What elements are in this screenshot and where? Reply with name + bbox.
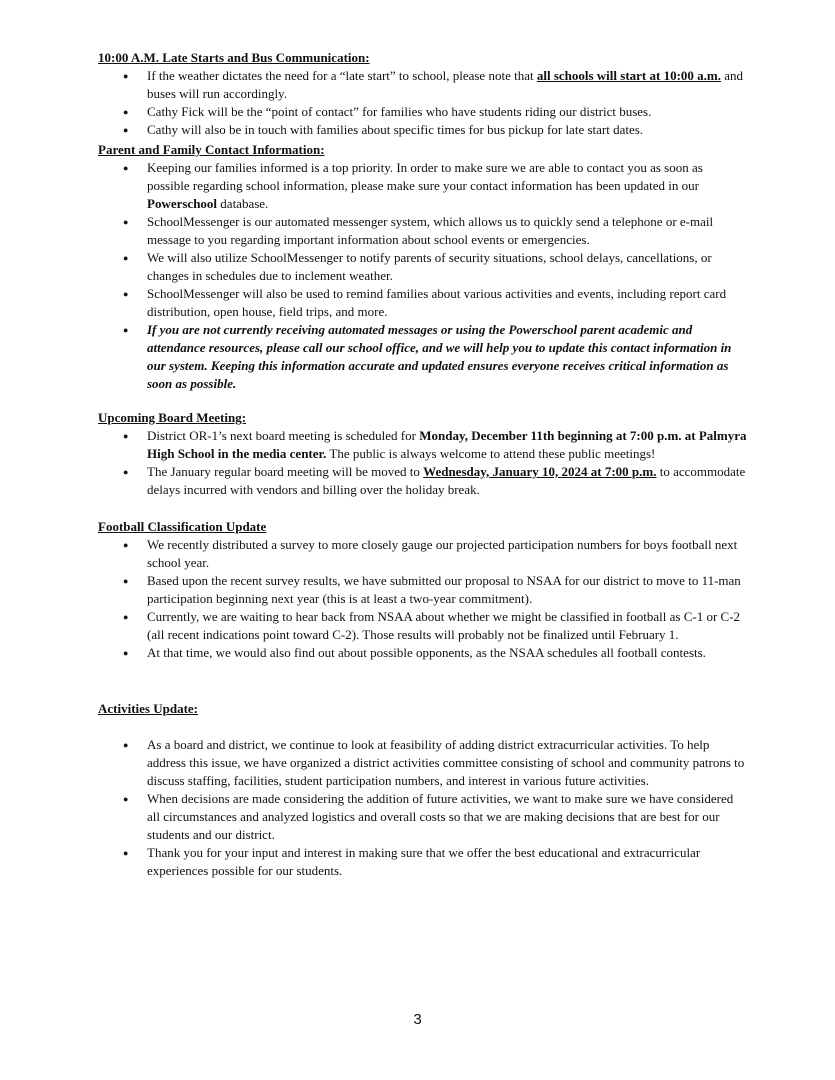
list-item: ● SchoolMessenger will also be used to remind families about various activities and events, including report card distribution, open house, field trips, and more. xyxy=(123,286,727,319)
list-item: ● We recently distributed a survey to more closely gauge our projected participation numbers for boys football next school year. xyxy=(123,537,738,570)
list-item: ● Keeping our families informed is a top priority. In order to make sure we are able to contact you as soon as possible regarding school information, please make sure your contact information has been updated in our Powerschool database. xyxy=(123,160,703,211)
section-heading: 10:00 A.M. Late Starts and Bus Communication: xyxy=(98,50,370,65)
bullet-icon: ● xyxy=(123,107,129,117)
bullet-icon: ● xyxy=(123,253,129,263)
emphasis-text: all schools will start at 10:00 a.m. xyxy=(536,68,721,83)
bullet-list xyxy=(98,736,748,880)
bullet-icon: ● xyxy=(123,289,129,299)
bullet-list xyxy=(98,536,748,662)
bullet-icon: ● xyxy=(123,794,129,804)
section-heading: Upcoming Board Meeting: xyxy=(98,410,247,425)
section-late-starts xyxy=(98,49,748,139)
list-item: ● When decisions are made considering the addition of future activities, we want to make sure we have considered all circumstances and analyzed logistics and overall costs so that we are making decisions that are best for our students and our district. xyxy=(123,791,734,842)
section-heading: Activities Update: xyxy=(98,701,199,716)
list-item: ● At that time, we would also find out about possible opponents, as the NSAA schedules all football contests. xyxy=(123,645,706,660)
list-item: ● Cathy will also be in touch with families about specific times for bus pickup for late start dates. xyxy=(123,122,644,137)
list-item: ● The January regular board meeting will be moved to Wednesday, January 10, 2024 at 7:00 p.m. to accommodate delays incurred with vendors and billing over the holiday break. xyxy=(123,464,746,497)
bullet-icon: ● xyxy=(123,576,129,586)
section-football xyxy=(98,518,748,662)
list-item: ● Currently, we are waiting to hear back from NSAA about whether we might be classified in football as C-1 or C-2 (all recent indications point toward C-2). Those results will probably not be finalized until February 1. xyxy=(123,609,741,642)
bullet-icon: ● xyxy=(123,217,129,227)
page-number: 3 xyxy=(413,1011,422,1028)
bullet-icon: ● xyxy=(123,431,129,441)
bullet-icon: ● xyxy=(123,325,129,335)
bullet-icon: ● xyxy=(123,467,129,477)
bullet-icon: ● xyxy=(123,612,129,622)
list-item: ● If you are not currently receiving automated messages or using the Powerschool parent academic and attendance resources, please call our school office, and we will help you to update this contact information in our system. Keeping this information accurate and updated ensures everyone receives critical information as soon as possible. xyxy=(123,322,732,391)
bullet-icon: ● xyxy=(123,740,129,750)
bullet-icon: ● xyxy=(123,540,129,550)
bullet-list xyxy=(98,159,748,393)
bullet-icon: ● xyxy=(123,163,129,173)
section-activities xyxy=(98,700,748,880)
list-item: ● Based upon the recent survey results, we have submitted our proposal to NSAA for our district to move to 11-man participation beginning next year (this is at least a two-year commitment). xyxy=(123,573,741,606)
bullet-list xyxy=(98,67,748,139)
list-item: ● SchoolMessenger is our automated messenger system, which allows us to quickly send a telephone or e-mail message to you regarding important information about school events or emergencies. xyxy=(123,214,714,247)
bullet-icon: ● xyxy=(123,71,129,81)
section-heading: Parent and Family Contact Information: xyxy=(98,142,325,157)
bullet-list xyxy=(98,427,748,499)
list-item: ● As a board and district, we continue to look at feasibility of adding district extracurricular activities. To help address this issue, we have organized a district activities committee consisting of school and community patrons to discuss staffing, facilities, student participation numbers, and interest in various future activities. xyxy=(123,737,745,788)
section-heading: Football Classification Update xyxy=(98,519,267,534)
list-item: ● We will also utilize SchoolMessenger to notify parents of security situations, school delays, cancellations, or changes in schedules due to inclement weather. xyxy=(123,250,712,283)
section-contact-info xyxy=(98,141,748,393)
bullet-icon: ● xyxy=(123,848,129,858)
list-item: ● If the weather dictates the need for a “late start” to school, please note that all schools will start at 10:00 a.m. and buses will run accordingly. xyxy=(123,68,744,101)
list-item: ● District OR-1’s next board meeting is scheduled for Monday, December 11th beginning at 7:00 p.m. at Palmyra High School in the media center. The public is always welcome to attend these public meetings! xyxy=(123,428,747,461)
list-item: ● Thank you for your input and interest in making sure that we offer the best educational and extracurricular experiences possible for our students. xyxy=(123,845,701,878)
section-board-meeting xyxy=(98,409,748,499)
bullet-icon: ● xyxy=(123,648,129,658)
list-item: ● Cathy Fick will be the “point of contact” for families who have students riding our district buses. xyxy=(123,104,652,119)
bullet-icon: ● xyxy=(123,125,129,135)
